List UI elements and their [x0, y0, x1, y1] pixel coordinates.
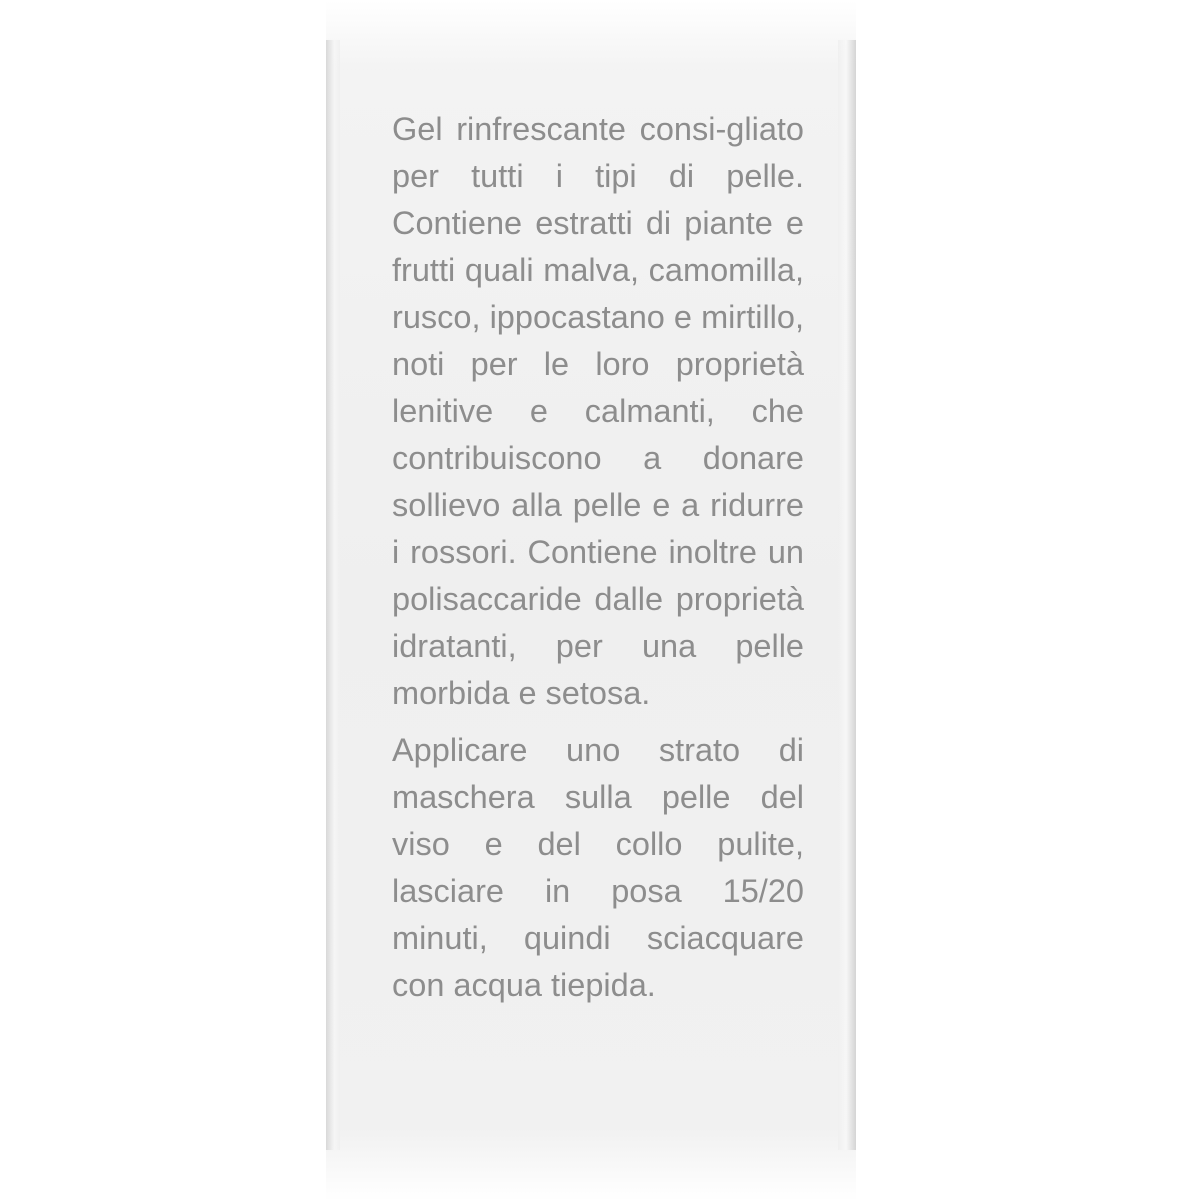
box-right-edge [838, 40, 856, 1150]
usage-paragraph: Applicare uno strato di maschera sulla pelle del viso e del collo pulite, lasciare in posa 15/20 minuti, quindi sciacquare con acqua tiepida. [392, 732, 804, 1003]
description-paragraph: Gel rinfrescante consi-gliato per tutti i tipi di pelle. Contiene estratti di piante e frutti quali malva, camomilla, rusco, ippocastano e mirtillo, noti per le loro proprietà lenitive e calmanti, che contribuiscono a donare sollievo alla pelle e a ridurre i rossori. Contiene inoltre un polisaccaride dalle proprietà idratanti, per una pelle morbida e setosa. [392, 111, 804, 711]
box-left-edge [326, 40, 340, 1150]
label-text-block [392, 106, 804, 1009]
